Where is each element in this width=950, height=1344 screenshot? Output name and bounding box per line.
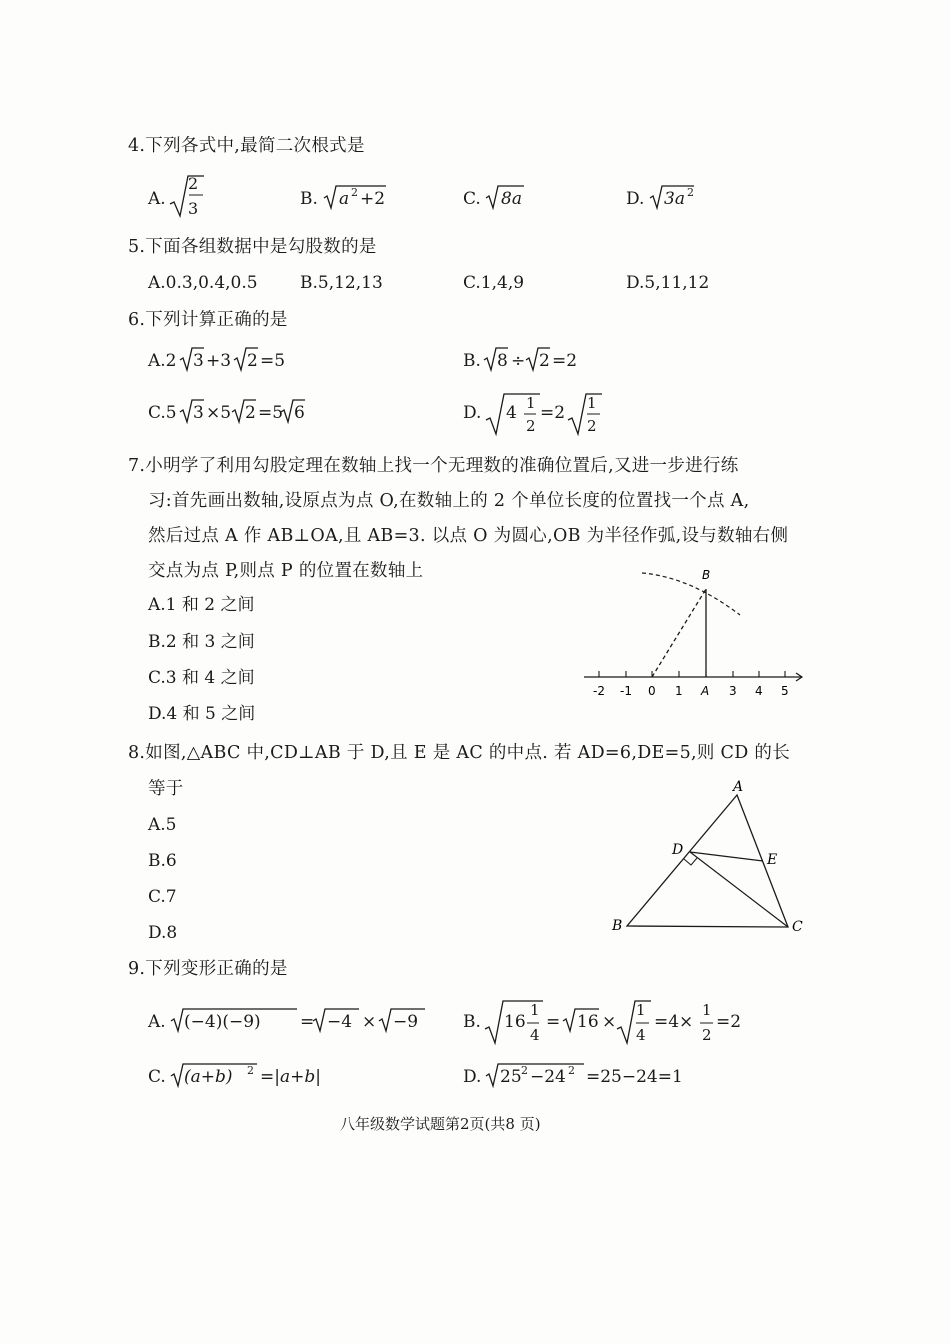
q6-c-prefix: C.5 [148, 403, 177, 423]
q7-option-b: B.2 和 3 之间 [148, 632, 255, 652]
q4-option-c-label: C. [463, 189, 481, 209]
q9-b-denominator-3: 2 [702, 1026, 712, 1044]
q9-b-integer: 16 [504, 1012, 526, 1032]
q6-b-tail: =2 [552, 351, 578, 371]
q9-a-radicand-3: −9 [393, 1012, 419, 1032]
q7-option-d: D.4 和 5 之间 [148, 704, 256, 724]
q7-arc [642, 573, 740, 615]
q7-tick-label: -1 [620, 684, 632, 698]
q4-option-d-label: D. [626, 189, 645, 209]
q9-b-end: =2 [716, 1012, 742, 1032]
q7-line-4: 交点为点 P,则点 P 的位置在数轴上 [148, 561, 424, 581]
q6-b-mid: ÷ [511, 351, 526, 371]
q9-b-tail: =4× [654, 1012, 694, 1032]
q5-option-d: D.5,11,12 [626, 273, 710, 293]
q7-tick-label: -2 [593, 684, 605, 698]
q7-option-a: A.1 和 2 之间 [148, 595, 255, 615]
q9-a-equals: = [300, 1012, 315, 1032]
q7-tick-label: 3 [729, 684, 737, 698]
q4-b-base: a [339, 189, 350, 209]
q4-c-radicand: 8a [501, 189, 522, 209]
q9-a-times: × [362, 1012, 377, 1032]
q9-a-radicand-2: −4 [327, 1012, 353, 1032]
q6-c-mid: ×5 [206, 403, 232, 423]
q7-tick-label: A [701, 684, 710, 698]
q6-a-radicand-1: 3 [193, 351, 204, 371]
q6-stem: 6.下列计算正确的是 [128, 310, 288, 330]
q7-line-1: 7.小明学了利用勾股定理在数轴上找一个无理数的准确位置后,又进一步进行练 [128, 456, 739, 476]
q9-b-radical-3 [615, 997, 655, 1047]
q8-label-d: D [672, 842, 684, 858]
q7-line-3: 然后过点 A 作 AB⊥OA,且 AB=3. 以点 O 为圆心,OB 为半径作弧,设与数轴右侧 [148, 526, 789, 546]
q4-b-exponent: 2 [351, 186, 358, 199]
q7-option-c: C.3 和 4 之间 [148, 668, 255, 688]
q9-stem: 9.下列变形正确的是 [128, 959, 288, 979]
q9-b-radicand-2: 16 [577, 1012, 599, 1032]
q9-b-times: × [602, 1012, 617, 1032]
q6-d-denominator: 2 [526, 417, 536, 435]
q8-label-c: C [792, 919, 803, 935]
q4-a-numerator: 2 [188, 174, 199, 193]
q6-b-radicand-2: 2 [539, 351, 550, 371]
q6-d-numerator: 1 [526, 394, 536, 412]
q5-option-a: A.0.3,0.4,0.5 [148, 273, 258, 293]
q6-a-tail: =5 [260, 351, 286, 371]
q5-option-b: B.5,12,13 [300, 273, 383, 293]
q8-label-b: B [612, 918, 623, 934]
q9-d-exponent-1: 2 [521, 1064, 528, 1077]
q7-tick-label: 0 [648, 684, 656, 698]
q9-d-exponent-2: 2 [568, 1064, 575, 1077]
q4-a-denominator: 3 [188, 199, 199, 218]
q9-d-tail: =25−24=1 [586, 1067, 683, 1087]
q6-d-numerator-2: 1 [587, 394, 597, 412]
q4-stem: 4.下列各式中,最简二次根式是 [128, 136, 365, 156]
q5-stem: 5.下面各组数据中是勾股数的是 [128, 237, 377, 257]
q8-option-a: A.5 [148, 815, 177, 835]
q9-c-exponent: 2 [247, 1064, 254, 1077]
q8-line-1: 8.如图,△ABC 中,CD⊥AB 于 D,且 E 是 AC 的中点. 若 AD=6,DE=5,则 CD 的长 [128, 743, 791, 763]
q4-option-a-label: A. [148, 189, 166, 209]
q9-b-denominator: 4 [530, 1026, 540, 1044]
q8-line-2: 等于 [148, 779, 184, 799]
q6-d-integer: 4 [506, 403, 517, 423]
q6-d-radical-2 [566, 390, 606, 438]
q6-c-tail: =5 [258, 403, 284, 423]
q6-a-radicand-2: 2 [247, 351, 258, 371]
q9-b-equals: = [546, 1012, 561, 1032]
q9-d-base-1: 25 [500, 1067, 522, 1087]
q9-b-numerator: 1 [530, 1001, 540, 1019]
q9-b-numerator-2: 1 [636, 1001, 646, 1019]
q9-b-denominator-2: 4 [636, 1026, 646, 1044]
q6-a-mid: +3 [206, 351, 232, 371]
q7-tick-label: 4 [755, 684, 763, 698]
q4-d-radicand: 3a [664, 189, 685, 209]
q4-b-tail: +2 [360, 189, 386, 209]
q6-a-prefix: A.2 [148, 351, 177, 371]
q4-d-exponent: 2 [687, 186, 694, 199]
q8-option-b: B.6 [148, 851, 177, 871]
q8-triangle-abc [627, 795, 788, 927]
q6-d-prefix: D. [463, 403, 482, 423]
q7-number-line-figure [580, 565, 810, 705]
q6-c-radicand-2: 2 [245, 403, 256, 423]
q7-label-b: B [702, 568, 711, 582]
q9-b-prefix: B. [463, 1012, 481, 1032]
q4-option-b-label: B. [300, 189, 318, 209]
q9-c-prefix: C. [148, 1067, 166, 1087]
q9-b-numerator-3: 1 [702, 1001, 712, 1019]
q5-option-c: C.1,4,9 [463, 273, 525, 293]
q6-b-prefix: B. [463, 351, 481, 371]
q8-triangle-figure [605, 775, 815, 940]
q8-option-d: D.8 [148, 923, 178, 943]
q7-tick-label: 5 [781, 684, 789, 698]
q6-c-radicand-3: 6 [294, 403, 305, 423]
q7-segment-ob [652, 589, 706, 677]
q6-d-denominator-2: 2 [587, 417, 597, 435]
q7-tick-label: 1 [675, 684, 683, 698]
q9-c-radicand: (a+b) [184, 1067, 233, 1087]
q8-label-a: A [733, 779, 744, 795]
q8-option-c: C.7 [148, 887, 177, 907]
q7-line-2: 习:首先画出数轴,设原点为点 O,在数轴上的 2 个单位长度的位置找一个点 A, [148, 491, 750, 511]
q9-c-tail: =|a+b| [260, 1067, 321, 1087]
q8-label-e: E [767, 852, 778, 868]
page-footer: 八年级数学试题第2页(共8 页) [340, 1115, 541, 1133]
q6-b-radicand-1: 8 [497, 351, 508, 371]
q9-a-prefix: A. [148, 1012, 166, 1032]
q6-d-equals: =2 [540, 403, 566, 423]
q9-a-radicand: (−4)(−9) [184, 1012, 261, 1032]
q6-c-radicand-1: 3 [193, 403, 204, 423]
q9-d-minus: −24 [530, 1067, 566, 1087]
q8-right-angle-mark [684, 858, 697, 865]
q9-d-prefix: D. [463, 1067, 482, 1087]
